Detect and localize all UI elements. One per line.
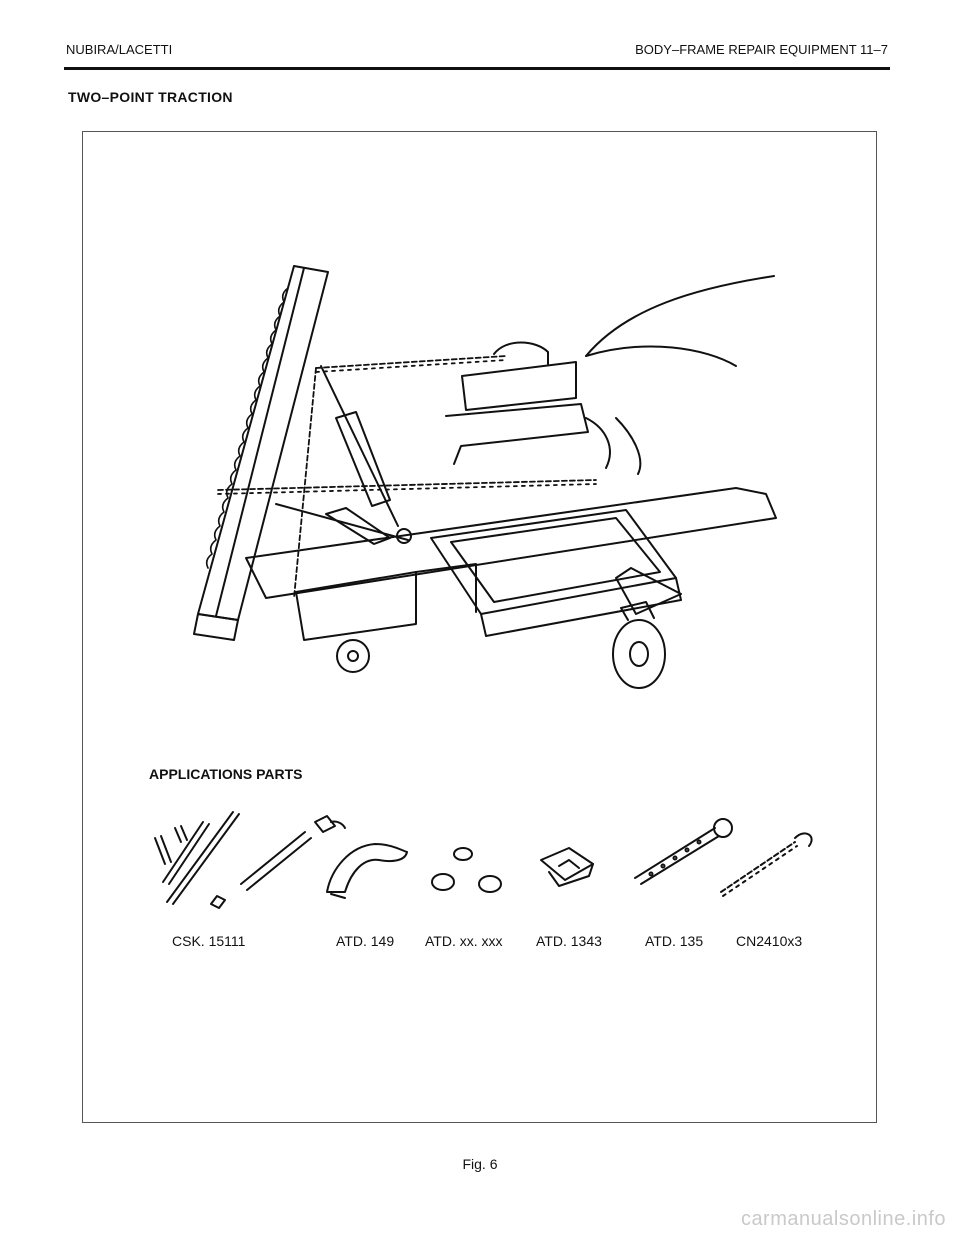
part-label-atd-135: ATD. 135 xyxy=(645,933,704,949)
csk-15111-extension-bars xyxy=(155,812,345,908)
lower-chain xyxy=(218,480,596,494)
section-title: TWO–POINT TRACTION xyxy=(68,89,233,105)
part-label-csk-15111: CSK. 15111 xyxy=(172,933,246,949)
part-label-atd-1343: ATD. 1343 xyxy=(536,933,602,949)
header-rule xyxy=(64,67,890,70)
vertical-chain xyxy=(294,368,316,598)
atd-135-perforated-bar xyxy=(635,819,732,884)
two-point-traction-illustration xyxy=(176,268,781,698)
cn2410x3-chain xyxy=(721,833,812,896)
part-label-atd-xx-xxx: ATD. xx. xxx xyxy=(425,933,503,949)
cart-wheels xyxy=(337,602,665,688)
atd-149-clamp xyxy=(327,844,407,898)
vehicle-body-section xyxy=(446,276,774,474)
atd-xx-xxx-pads xyxy=(432,848,501,892)
applications-parts-title: APPLICATIONS PARTS xyxy=(149,766,303,782)
atd-1343-hook xyxy=(541,848,593,886)
applications-parts-illustration xyxy=(145,808,825,918)
part-label-atd-149: ATD. 149 xyxy=(336,933,395,949)
watermark-link[interactable]: carmanualsonline.info xyxy=(740,1208,946,1230)
upper-chain xyxy=(316,356,506,372)
part-label-cn2410x3: CN2410x3 xyxy=(736,933,803,949)
frame-bench xyxy=(246,488,776,640)
header-manual-title: NUBIRA/LACETTI xyxy=(66,42,173,57)
figure-caption: Fig. 6 xyxy=(462,1156,498,1172)
header-section-page: BODY–FRAME REPAIR EQUIPMENT 11–7 xyxy=(635,42,888,57)
